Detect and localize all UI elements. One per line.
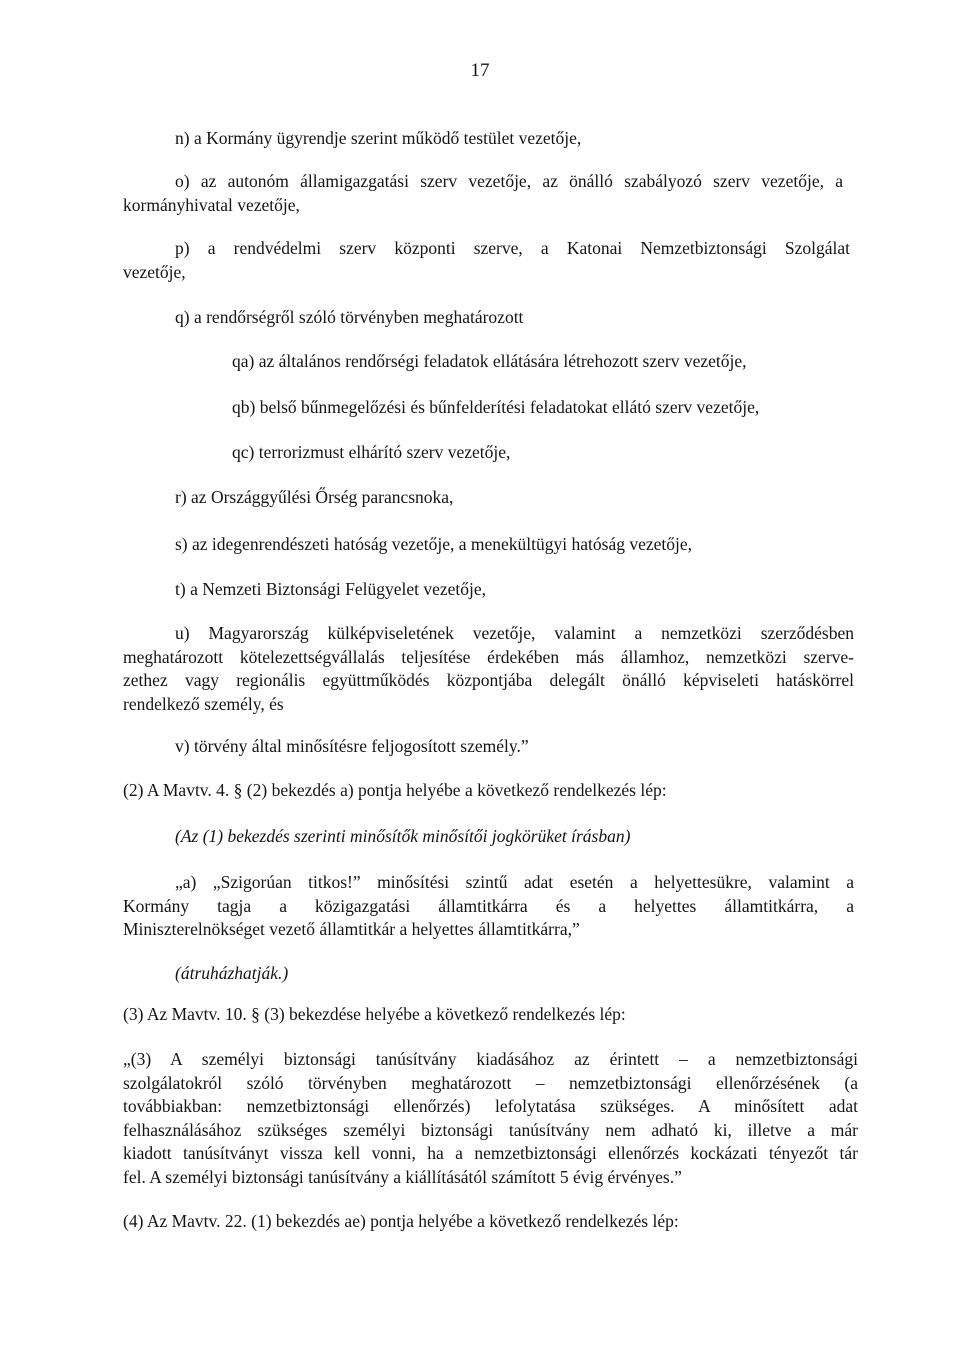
item-u: [123, 622, 854, 716]
item-n: n) a Kormány ügyrendje szerint működő testület vezetője,: [175, 128, 582, 148]
amendment-2-text-line-1: „a) „Szigorúan titkos!” minősítési szintű adat esetén a helyettesükre, valamint a: [175, 872, 854, 892]
item-v: v) törvény által minősítésre feljogosított személy.”: [175, 736, 529, 756]
item-t: t) a Nemzeti Biztonsági Felügyelet vezetője,: [175, 579, 487, 599]
item-o: [123, 170, 843, 217]
amendment-2-context: (Az (1) bekezdés szerinti minősítők minősítői jogkörüket írásban): [175, 826, 631, 846]
item-qc: qc) terrorizmust elhárító szerv vezetője,: [232, 442, 511, 462]
amendment-2-closing: (átruházhatják.): [175, 963, 289, 983]
item-r: r) az Országgyűlési Őrség parancsnoka,: [175, 487, 454, 507]
item-s: s) az idegenrendészeti hatóság vezetője, a menekültügyi hatóság vezetője,: [175, 534, 693, 554]
amendment-4-intro: (4) Az Mavtv. 22. (1) bekezdés ae) pontja helyébe a következő rendelkezés lép:: [123, 1211, 679, 1231]
item-u-line-1: u) Magyarország külképviseletének vezetője, valamint a nemzetközi szerződésben: [175, 623, 854, 643]
amendment-3-text-line-6: fel. A személyi biztonsági tanúsítvány a kiállításától számított 5 évig érvényes.”: [123, 1166, 682, 1187]
item-p: [123, 237, 850, 284]
page-number: 17: [470, 60, 490, 81]
item-q: q) a rendőrségről szóló törvényben meghatározott: [175, 307, 524, 327]
amendment-3-text-line-3: továbbiakban: nemzetbiztonsági ellenőrzés) lefolytatása szükséges. A minősített adat: [123, 1096, 858, 1116]
amendment-3-text-line-4: felhasználásához szükséges személyi biztonsági tanúsítvány nem adható ki, illetve a már: [123, 1119, 858, 1140]
item-p-line-2: vezetője,: [123, 261, 186, 282]
amendment-3-text-line-1: „(3) A személyi biztonsági tanúsítvány kiadásához az érintett – a nemzetbiztonsági: [123, 1049, 858, 1069]
item-qb: qb) belső bűnmegelőzési és bűnfelderítési feladatokat ellátó szerv vezetője,: [232, 397, 760, 417]
item-u-line-3: zethez vagy regionális együttműködés központjába delegált önálló képviseleti hatáskörrel: [123, 670, 854, 690]
amendment-2-text-line-3: Miniszterelnökséget vezető államtitkár a helyettes államtitkárra,”: [123, 919, 580, 939]
item-u-line-2: meghatározott kötelezettségvállalás teljesítése érdekében más államhoz, nemzetközi szerve-: [123, 646, 854, 667]
amendment-2-text: [123, 871, 854, 942]
item-p-line-1: p) a rendvédelmi szerv központi szerve, a Katonai Nemzetbiztonsági Szolgálat: [175, 238, 850, 258]
item-u-line-4: rendelkező személy, és: [123, 693, 284, 714]
amendment-3-intro: (3) Az Mavtv. 10. § (3) bekezdése helyébe a következő rendelkezés lép:: [123, 1004, 626, 1024]
item-o-line-1: o) az autonóm államigazgatási szerv vezetője, az önálló szabályozó szerv vezetője, a: [175, 171, 843, 191]
amendment-3-text-line-2: szolgálatokról szóló törvényben meghatározott – nemzetbiztonsági ellenőrzésének (a: [123, 1072, 858, 1093]
amendment-3-text: [123, 1048, 858, 1189]
amendment-2-intro: (2) A Mavtv. 4. § (2) bekezdés a) pontja helyébe a következő rendelkezés lép:: [123, 780, 667, 800]
amendment-3-text-line-5: kiadott tanúsítványt vissza kell vonni, ha a nemzetbiztonsági ellenőrzés kockázati tényezőt tár: [123, 1143, 858, 1163]
amendment-2-text-line-2: Kormány tagja a közigazgatási államtitkárra és a helyettes államtitkárra, a: [123, 895, 854, 916]
item-o-line-2: kormányhivatal vezetője,: [123, 194, 300, 215]
item-qa: qa) az általános rendőrségi feladatok ellátására létrehozott szerv vezetője,: [232, 351, 747, 371]
